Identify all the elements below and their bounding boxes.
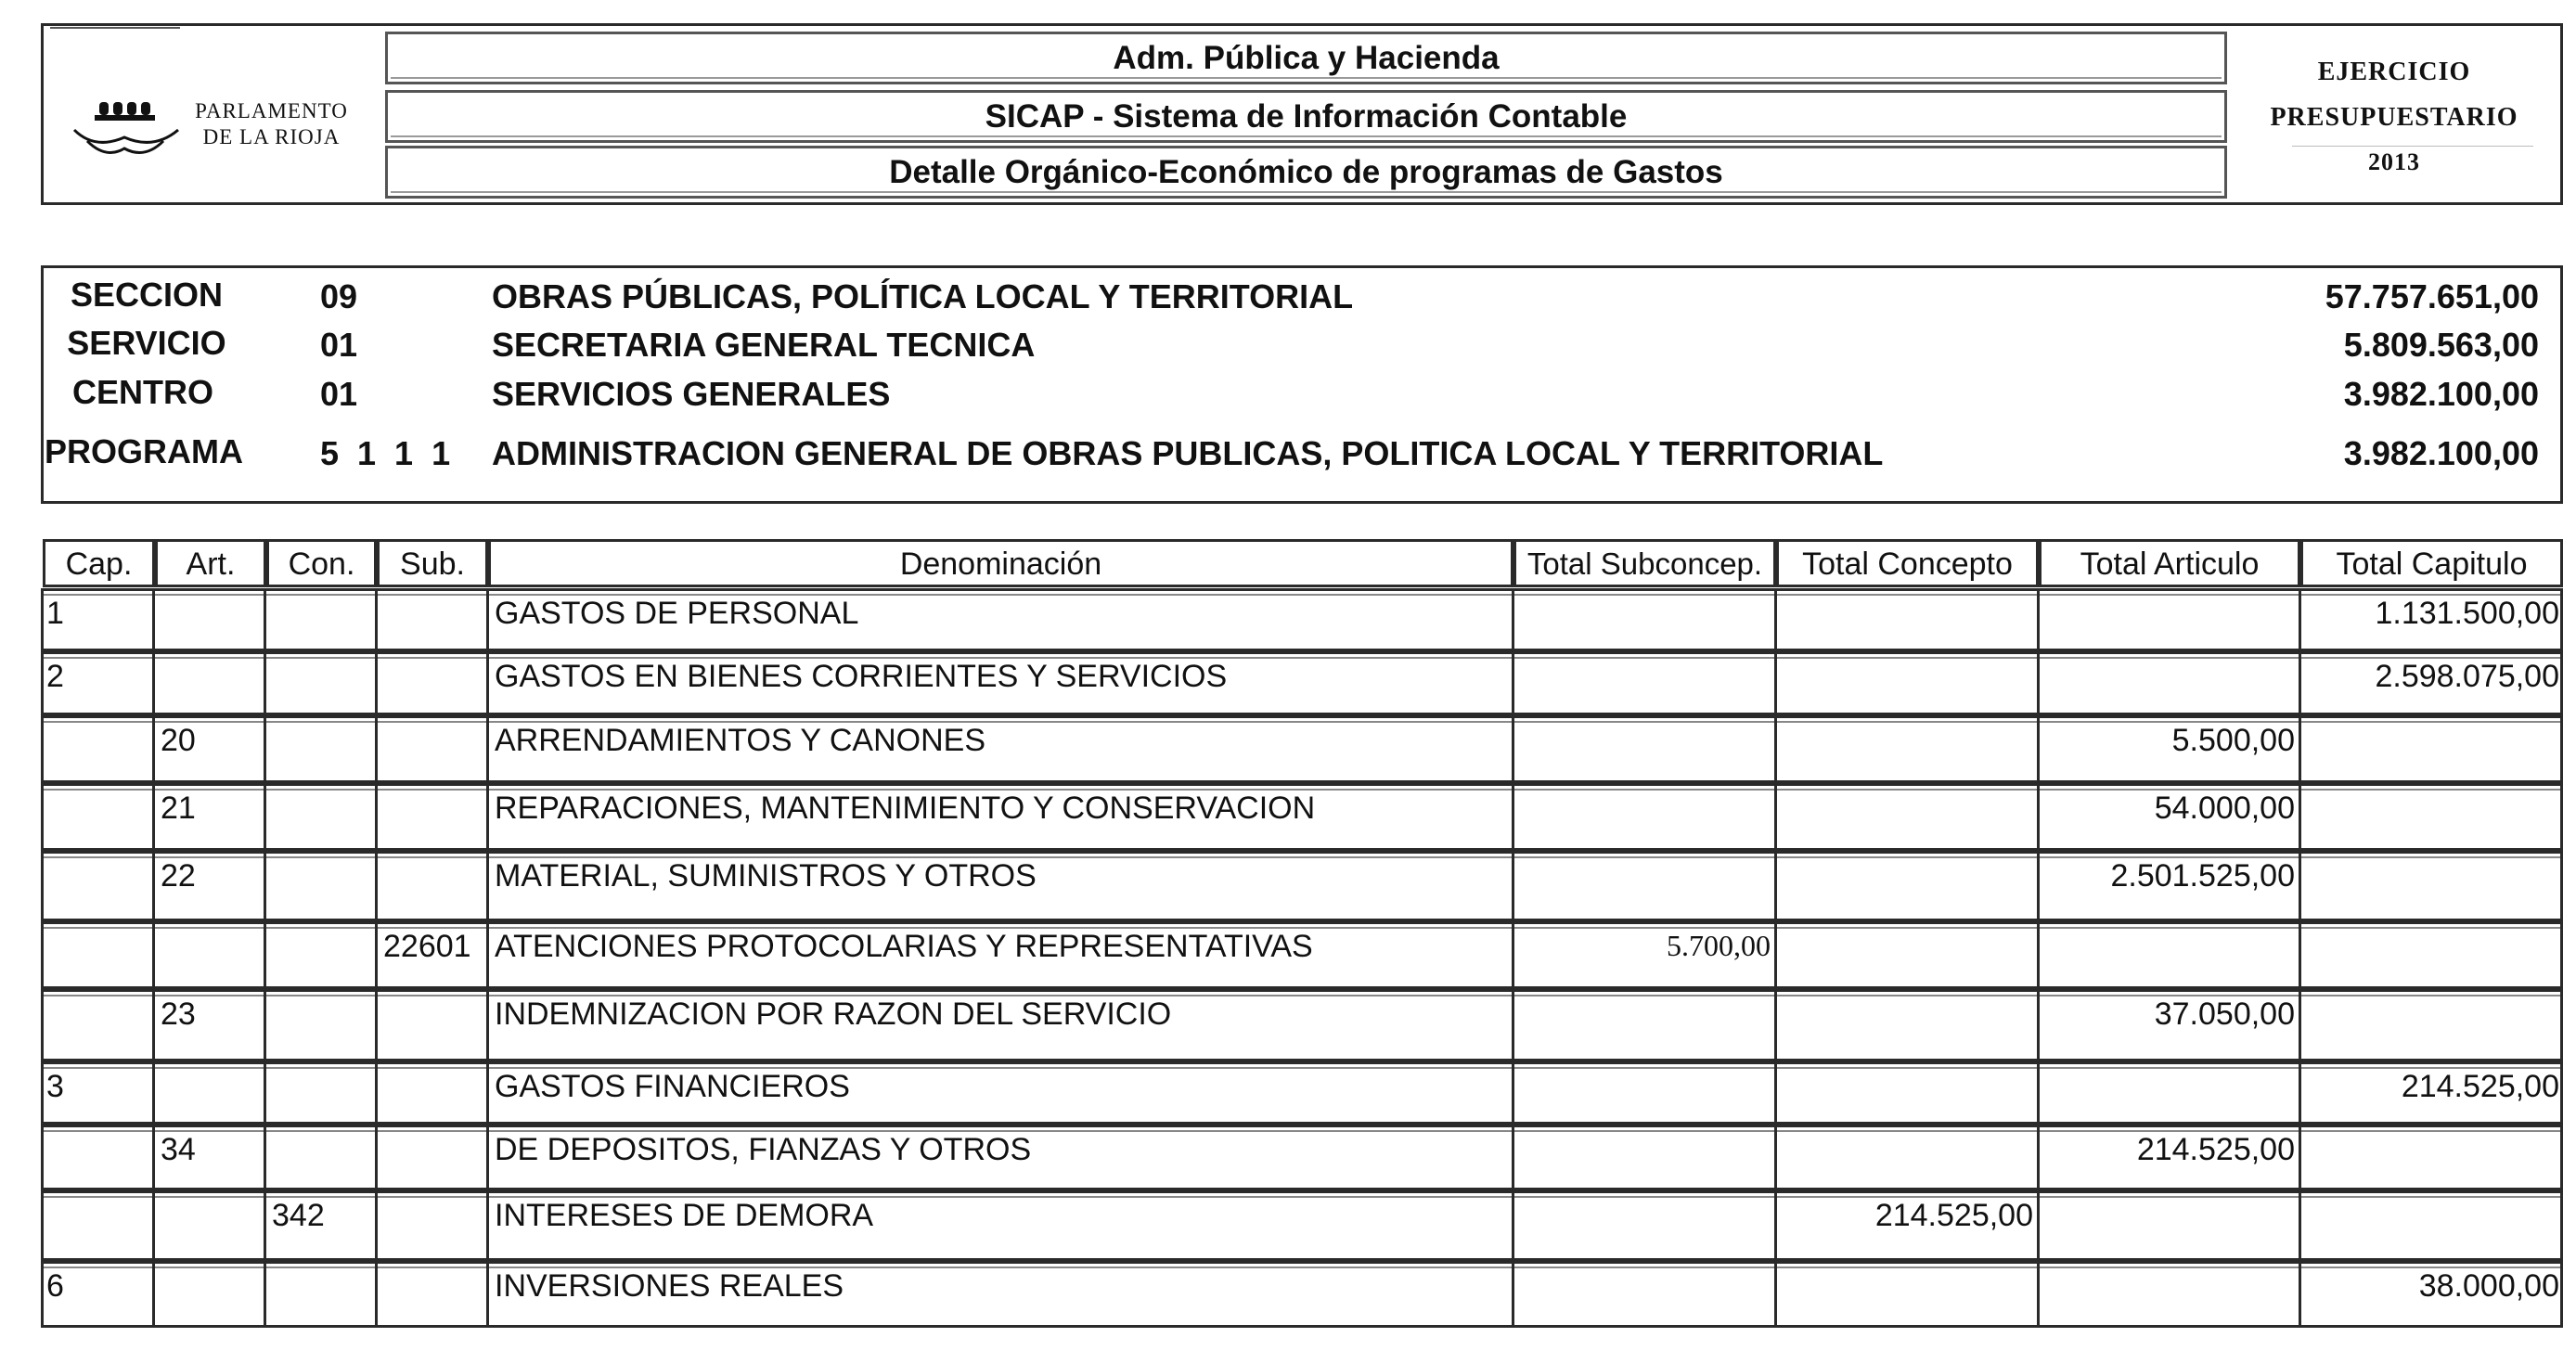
cell-con — [264, 783, 375, 851]
cell-denominacion: REPARACIONES, MANTENIMIENTO Y CONSERVACION — [486, 783, 1512, 851]
cell-denominacion: ATENCIONES PROTOCOLARIAS Y REPRESENTATIVAS — [486, 921, 1512, 989]
servicio-label: SERVICIO — [67, 324, 226, 362]
cell-total-capitulo — [2299, 989, 2563, 1061]
servicio-code: 01 — [320, 326, 358, 364]
cell-art: 20 — [152, 715, 264, 783]
institution-name-line1: PARLAMENTO — [195, 99, 348, 122]
cell-total-subconcepto — [1512, 715, 1774, 783]
programa-amount: 3.982.100,00 — [2343, 434, 2539, 472]
cell-denominacion: MATERIAL, SUMINISTROS Y OTROS — [486, 851, 1512, 921]
cell-con — [264, 651, 375, 715]
programa-label: PROGRAMA — [45, 432, 243, 470]
cell-art — [152, 1061, 264, 1125]
institution-name-line2: DE LA RIOJA — [202, 125, 341, 148]
cell-art — [152, 1261, 264, 1328]
cell-art — [152, 651, 264, 715]
centro-name: SERVICIOS GENERALES — [492, 375, 891, 413]
fiscal-year-label-line2: PRESUPUESTARIO — [2270, 103, 2518, 132]
cell-total-capitulo: 214.525,00 — [2299, 1061, 2563, 1125]
cell-sub — [375, 588, 486, 651]
cell-total-concepto: 214.525,00 — [1774, 1190, 2037, 1261]
cell-sub — [375, 1261, 486, 1328]
servicio-name: SECRETARIA GENERAL TECNICA — [492, 326, 1036, 364]
cell-total-capitulo — [2299, 783, 2563, 851]
col-header-cap: Cap. — [43, 539, 155, 587]
cell-con: 342 — [264, 1190, 375, 1261]
cell-cap — [41, 921, 152, 989]
cell-art: 23 — [152, 989, 264, 1061]
centro-label: CENTRO — [72, 373, 213, 411]
table-row — [41, 851, 2563, 921]
cell-art: 21 — [152, 783, 264, 851]
cell-total-capitulo: 1.131.500,00 — [2299, 588, 2563, 651]
cell-total-concepto — [1774, 851, 2037, 921]
cell-denominacion: DE DEPOSITOS, FIANZAS Y OTROS — [486, 1125, 1512, 1190]
col-header-sub: Sub. — [377, 539, 488, 587]
cell-cap: 2 — [46, 659, 64, 694]
cell-total-articulo: 214.525,00 — [2037, 1125, 2299, 1190]
cell-con — [264, 1061, 375, 1125]
cell-total-capitulo — [2299, 1125, 2563, 1190]
cell-cap — [41, 783, 152, 851]
cell-cap: 3 — [46, 1069, 64, 1104]
col-header-con: Con. — [266, 539, 377, 587]
cell-total-subconcepto — [1512, 1125, 1774, 1190]
cell-sub — [375, 715, 486, 783]
cell-sub — [375, 989, 486, 1061]
cell-con — [264, 588, 375, 651]
cell-total-articulo — [2037, 588, 2299, 651]
cell-total-capitulo: 38.000,00 — [2299, 1261, 2563, 1328]
cell-con — [264, 715, 375, 783]
table-row — [41, 783, 2563, 851]
cell-cap — [41, 989, 152, 1061]
fiscal-year-label-line1: EJERCICIO — [2317, 58, 2471, 86]
cell-denominacion: INTERESES DE DEMORA — [486, 1190, 1512, 1261]
cell-sub: 22601 — [375, 921, 486, 989]
col-header-total-subconcepto: Total Subconcep. — [1513, 539, 1776, 587]
seccion-amount: 57.757.651,00 — [2325, 277, 2539, 315]
cell-sub — [375, 651, 486, 715]
cell-denominacion: GASTOS DE PERSONAL — [486, 588, 1512, 651]
cell-total-capitulo — [2299, 921, 2563, 989]
cell-total-concepto — [1774, 651, 2037, 715]
col-header-total-capitulo: Total Capitulo — [2300, 539, 2563, 587]
cell-art: 22 — [152, 851, 264, 921]
table-row — [41, 921, 2563, 989]
cell-cap — [41, 1190, 152, 1261]
cell-total-concepto — [1774, 989, 2037, 1061]
seccion-name: OBRAS PÚBLICAS, POLÍTICA LOCAL Y TERRITORIAL — [492, 277, 1354, 315]
seccion-code: 09 — [320, 277, 358, 315]
cell-total-articulo: 2.501.525,00 — [2037, 851, 2299, 921]
report-title-department: Adm. Pública y Hacienda — [385, 32, 2227, 84]
cell-total-subconcepto — [1512, 1061, 1774, 1125]
cell-denominacion: ARRENDAMIENTOS Y CANONES — [486, 715, 1512, 783]
cell-total-subconcepto — [1512, 851, 1774, 921]
cell-cap: 6 — [46, 1268, 64, 1304]
cell-art — [152, 1190, 264, 1261]
cell-sub — [375, 851, 486, 921]
cell-cap — [41, 1125, 152, 1190]
cell-total-concepto — [1774, 1261, 2037, 1328]
cell-total-concepto — [1774, 1061, 2037, 1125]
parliament-logo-icon — [67, 93, 187, 176]
cell-denominacion: GASTOS EN BIENES CORRIENTES Y SERVICIOS — [486, 651, 1512, 715]
cell-sub — [375, 1125, 486, 1190]
cell-total-concepto — [1774, 921, 2037, 989]
cell-con — [264, 1125, 375, 1190]
cell-cap: 1 — [46, 596, 64, 631]
cell-total-capitulo — [2299, 715, 2563, 783]
centro-amount: 3.982.100,00 — [2343, 375, 2539, 413]
cell-total-subconcepto — [1512, 989, 1774, 1061]
cell-total-articulo — [2037, 1190, 2299, 1261]
cell-total-articulo — [2037, 1061, 2299, 1125]
cell-art: 34 — [152, 1125, 264, 1190]
fiscal-year-value: 2013 — [2368, 148, 2420, 175]
table-row — [41, 989, 2563, 1061]
cell-art — [152, 588, 264, 651]
table-row — [41, 1190, 2563, 1261]
cell-sub — [375, 783, 486, 851]
programa-code: 5 1 1 1 — [320, 434, 451, 472]
institution-name — [190, 98, 353, 150]
servicio-amount: 5.809.563,00 — [2343, 326, 2539, 364]
seccion-label: SECCION — [70, 276, 224, 314]
cell-con — [264, 989, 375, 1061]
cell-cap — [41, 715, 152, 783]
table-row — [41, 1261, 2563, 1328]
cell-denominacion: INDEMNIZACION POR RAZON DEL SERVICIO — [486, 989, 1512, 1061]
cell-total-subconcepto: 5.700,00 — [1512, 921, 1774, 989]
centro-code: 01 — [320, 375, 358, 413]
cell-total-subconcepto — [1512, 651, 1774, 715]
report-title-detail: Detalle Orgánico-Económico de programas de Gastos — [385, 146, 2227, 199]
cell-total-articulo — [2037, 921, 2299, 989]
cell-sub — [375, 1061, 486, 1125]
col-header-total-concepto: Total Concepto — [1776, 539, 2039, 587]
cell-total-concepto — [1774, 1125, 2037, 1190]
fiscal-year-rule — [2292, 146, 2533, 147]
cell-total-concepto — [1774, 588, 2037, 651]
col-header-total-articulo: Total Articulo — [2039, 539, 2300, 587]
cell-total-capitulo — [2299, 851, 2563, 921]
programa-name: ADMINISTRACION GENERAL DE OBRAS PUBLICAS, POLITICA LOCAL Y TERRITORIAL — [492, 434, 1884, 472]
table-row — [41, 588, 2563, 651]
cell-total-subconcepto — [1512, 1190, 1774, 1261]
cell-total-subconcepto — [1512, 783, 1774, 851]
cell-total-concepto — [1774, 783, 2037, 851]
cell-total-articulo: 5.500,00 — [2037, 715, 2299, 783]
cell-total-subconcepto — [1512, 588, 1774, 651]
cell-total-subconcepto — [1512, 1261, 1774, 1328]
cell-total-articulo — [2037, 1261, 2299, 1328]
cell-art — [152, 921, 264, 989]
cell-con — [264, 1261, 375, 1328]
cell-total-articulo: 37.050,00 — [2037, 989, 2299, 1061]
cell-total-capitulo — [2299, 1190, 2563, 1261]
table-row — [41, 715, 2563, 783]
table-row — [41, 651, 2563, 715]
col-header-denominacion: Denominación — [488, 539, 1513, 587]
cell-sub — [375, 1190, 486, 1261]
table-row — [41, 1125, 2563, 1190]
cell-total-articulo — [2037, 651, 2299, 715]
cell-denominacion: INVERSIONES REALES — [486, 1261, 1512, 1328]
cell-con — [264, 851, 375, 921]
cell-denominacion: GASTOS FINANCIEROS — [486, 1061, 1512, 1125]
cell-total-capitulo: 2.598.075,00 — [2299, 651, 2563, 715]
report-title-system: SICAP - Sistema de Información Contable — [385, 90, 2227, 143]
cell-total-concepto — [1774, 715, 2037, 783]
cell-cap — [41, 851, 152, 921]
table-row — [41, 1061, 2563, 1125]
cell-con — [264, 921, 375, 989]
cell-total-articulo: 54.000,00 — [2037, 783, 2299, 851]
col-header-art: Art. — [155, 539, 266, 587]
